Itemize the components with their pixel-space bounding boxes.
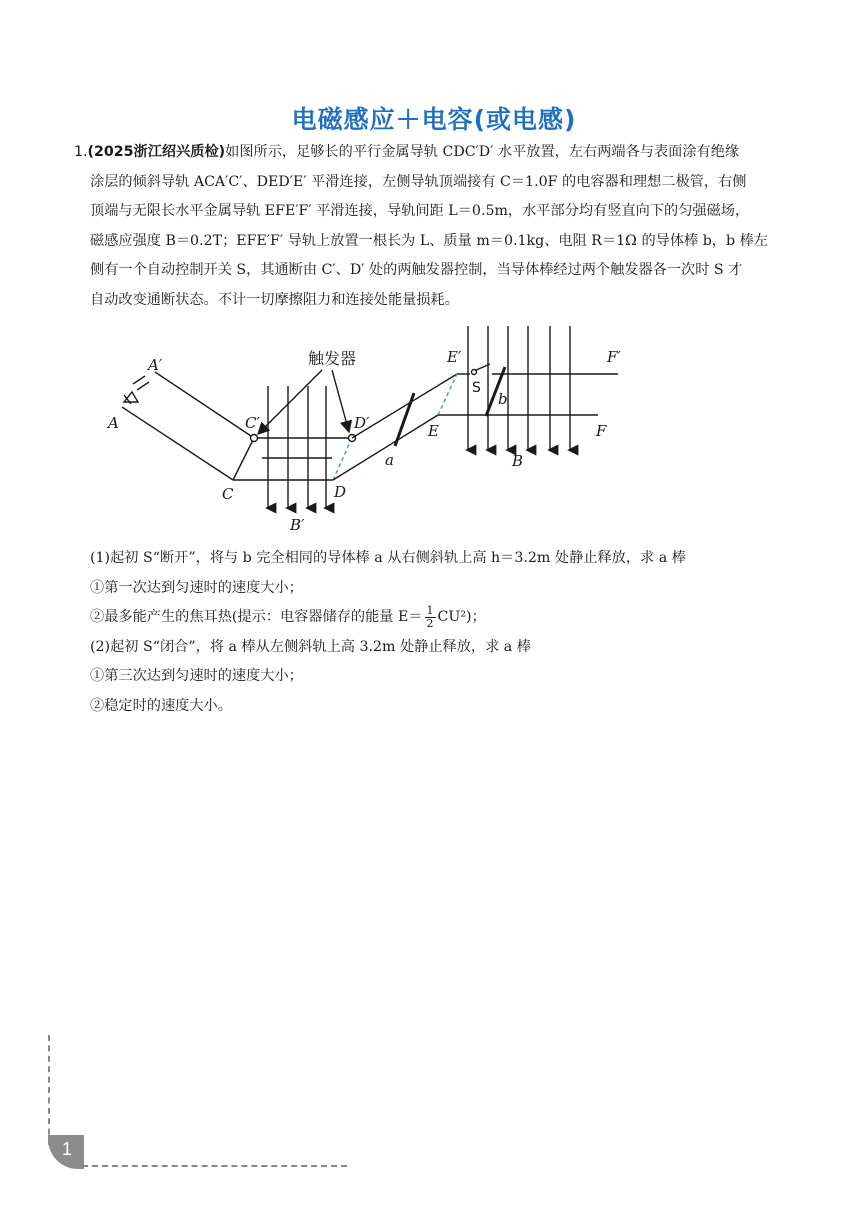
label-Aprime: A′ [148,356,163,374]
label-Bprime: B′ [290,516,305,534]
question-1: (1)起初 S“断开”，将与 b 完全相同的导体棒 a 从右侧斜轨上高 h＝3.2m 处静止释放，求 a 棒 [90,550,686,566]
problem-line-6: 自动改变通断状态。不计一切摩擦阻力和连接处能量损耗。 [90,291,459,308]
capacitor-plate [133,376,145,384]
label-Fprime: F′ [607,348,621,366]
label-Cprime: C′ [245,414,260,432]
label-S: S [472,380,481,396]
label-b: b [498,390,508,408]
rail-C-Cprime [233,438,254,480]
label-C: C [222,485,234,503]
question-2: (2)起初 S“闭合”，将 a 棒从左侧斜轨上高 3.2m 处静止释放，求 a 棒 [90,638,531,655]
rod-a [395,393,414,446]
footer-dashed-vertical [48,1035,50,1145]
label-E: E [428,422,439,440]
problem-line-1 [74,138,814,168]
label-a: a [385,451,394,469]
switch-contact [472,370,477,375]
field-lines-right [468,326,570,450]
trigger-label: 触发器 [308,349,357,368]
label-Eprime: E′ [447,348,462,366]
problem-line-text: 如图所示，足够长的平行金属导轨 CDC′D′ 水平放置，左右两端各与表面涂有绝缘 [225,144,740,160]
label-F: F [596,422,607,440]
footer-dashed-horizontal [82,1165,347,1167]
question-1-2: ②最多能产生的焦耳热(提示：电容器储存的能量 E＝ $\frac{1}{2}$ CU²)； [90,603,486,630]
problem-line-2: 涂层的倾斜导轨 ACA′C′、DED′E′ 平滑连接，左侧导轨顶端接有 C＝1.0F 的电容器和理想二极管，右侧 [90,173,747,190]
label-B: B [512,452,524,470]
problem-source: (2025浙江绍兴质检) [87,144,226,160]
fraction: $\frac{1}{2}$ [426,603,434,630]
trigger-pointer [332,370,349,432]
question-2-1: ①第三次达到匀速时的速度大小； [90,668,303,684]
label-D: D [334,483,347,501]
rail-DE [333,415,438,480]
rail-diagram [100,318,660,543]
problem-line-4: 磁感应强度 B＝0.2T；EFE′F′ 导轨上放置一根长为 L、质量 m＝0.1kg、电阻 R＝1Ω 的导体棒 b，b 棒左 [90,232,768,249]
field-lines-left [268,386,326,508]
capacitor-plate [137,382,149,390]
problem-line-5: 侧有一个自动控制开关 S，其通断由 C′、D′ 处的两触发器控制，当导体棒经过两个触发器各一次时 S 才 [90,262,743,278]
trigger-Cprime [251,435,258,442]
page-number: 1 [62,1139,73,1159]
question-2-2: ②稳定时的速度大小。 [90,697,232,714]
rail-AprimeCprime [155,372,254,438]
problem-line-3: 顶端与无限长水平金属导轨 EFE′F′ 平滑连接，导轨间距 L＝0.5m，水平部分均有竖直向下的匀强磁场， [90,203,750,219]
page-title: 电磁感应＋电容(或电感) [291,105,577,134]
problem-text [74,138,814,315]
problem-number: 1. [74,144,88,160]
label-A: A [108,414,119,432]
questions [90,544,830,721]
rail-AC [122,407,233,480]
question-1-1: ①第一次达到匀速时的速度大小； [90,579,303,596]
label-Dprime: D′ [354,414,370,432]
